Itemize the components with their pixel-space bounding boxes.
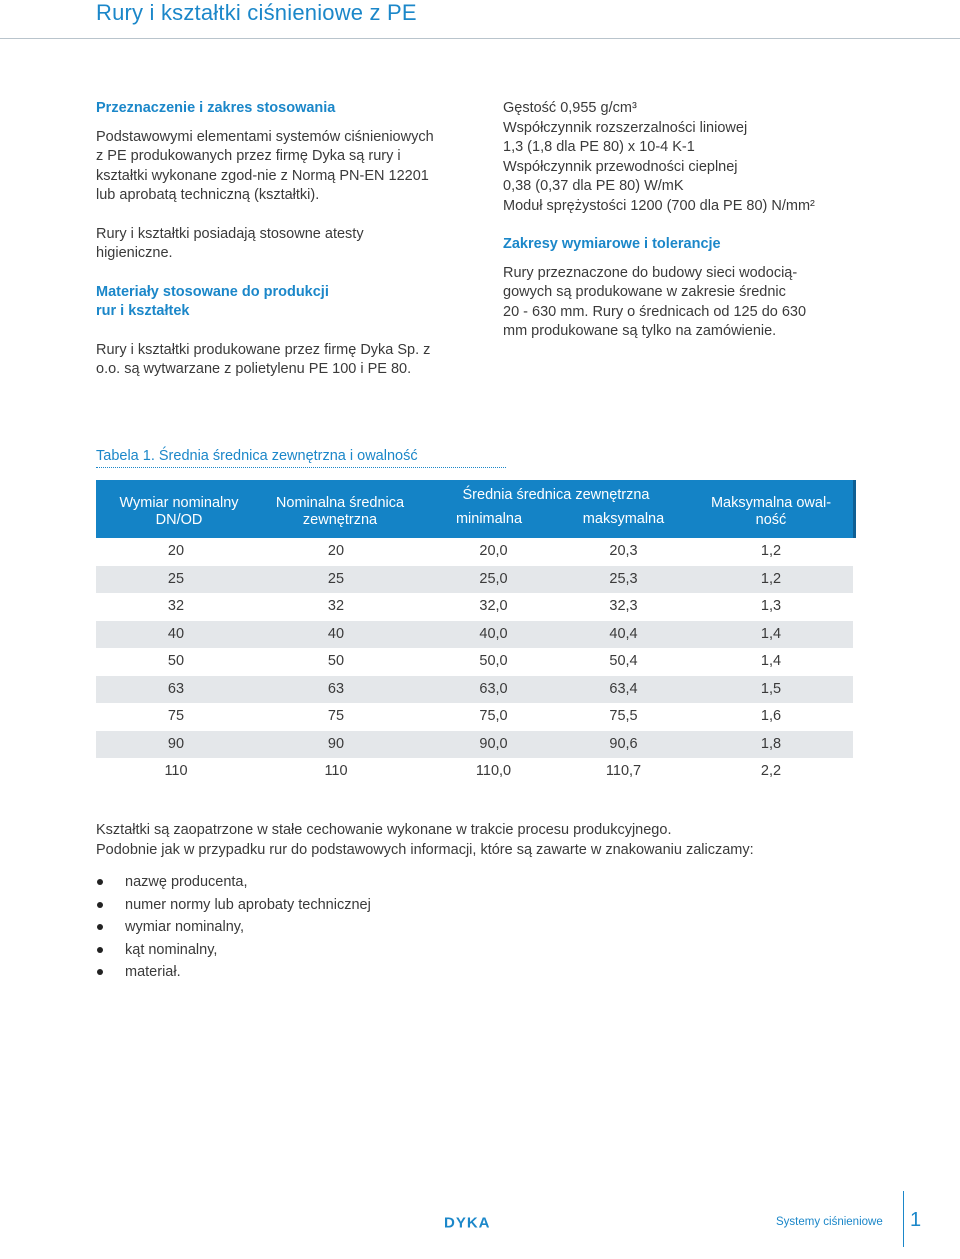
cell-dn: 50 xyxy=(167,653,185,669)
bullet-icon xyxy=(97,969,103,975)
cell-dn: 90 xyxy=(167,735,185,752)
footer-divider xyxy=(903,1191,904,1247)
cell-dn: 110 xyxy=(164,763,188,779)
cell-min: 50,0 xyxy=(479,653,508,669)
table-row xyxy=(96,566,853,594)
property-line: Współczynnik rozszerzalności liniowej xyxy=(503,119,748,136)
cell-min: 20,0 xyxy=(479,543,508,559)
cell-nominal: 40 xyxy=(327,625,345,642)
cell-min: 110,0 xyxy=(475,763,512,779)
section-heading-purpose: Przeznaczenie i zakres stosowania xyxy=(96,100,336,116)
cell-ovality: 1,8 xyxy=(760,735,782,752)
dimensions-line: Rury przeznaczone do budowy sieci wodocią- xyxy=(503,264,798,281)
property-line: 0,38 (0,37 dla PE 80) W/mK xyxy=(503,178,684,194)
page-number: 1 xyxy=(910,1209,922,1231)
section-heading-dimensions: Zakresy wymiarowe i tolerancje xyxy=(503,236,721,252)
property-line: Współczynnik przewodności cieplnej xyxy=(503,158,738,175)
cell-dn: 25 xyxy=(167,570,185,587)
cell-min: 40,0 xyxy=(479,625,508,642)
left-column xyxy=(96,99,436,380)
list-item xyxy=(96,916,371,939)
caption-underline xyxy=(96,467,506,468)
cell-ovality: 1,6 xyxy=(760,708,782,724)
cell-min: 75,0 xyxy=(479,708,508,724)
table-row xyxy=(96,593,853,621)
section-heading-materials: Materiały stosowane do produkcji xyxy=(96,283,329,300)
cell-ovality: 1,2 xyxy=(760,543,782,559)
cell-max: 75,5 xyxy=(609,708,638,724)
cell-dn: 20 xyxy=(167,543,185,559)
cell-max: 25,3 xyxy=(609,570,638,587)
bullet-icon xyxy=(97,879,103,885)
cell-dn: 63 xyxy=(167,680,185,697)
hygiene-paragraph: Rury i kształtki posiadają stosowne atesty higieniczne. xyxy=(96,225,364,261)
dimensions-line: gowych są produkowane w zakresie średnic xyxy=(503,284,786,300)
cell-ovality: 2,2 xyxy=(760,763,782,779)
table-row xyxy=(96,538,853,566)
cell-nominal: 63 xyxy=(327,680,345,697)
cell-max: 90,6 xyxy=(609,735,638,752)
cell-nominal: 110 xyxy=(324,763,348,779)
table-row xyxy=(96,731,853,759)
header-nominal-size: Wymiar nominalny DN/OD xyxy=(119,495,239,528)
header-max: maksymalna xyxy=(582,511,665,527)
header-average-diameter: Średnia średnica zewnętrzna xyxy=(462,487,650,503)
cell-nominal: 25 xyxy=(327,570,345,587)
list-item xyxy=(96,961,371,984)
bullet-icon xyxy=(97,902,103,908)
marking-notes xyxy=(96,820,896,860)
table-row xyxy=(96,676,853,704)
cell-nominal: 20 xyxy=(327,543,345,559)
list-item xyxy=(96,939,371,962)
cell-min: 63,0 xyxy=(479,680,508,697)
cell-ovality: 1,4 xyxy=(760,653,782,669)
right-column xyxy=(503,99,883,342)
list-item-label: numer normy lub aprobaty technicznej xyxy=(125,896,371,913)
table-row xyxy=(96,648,853,676)
bullet-icon xyxy=(97,947,103,953)
cell-max: 32,3 xyxy=(609,598,638,614)
table-caption: Tabela 1. Średnia średnica zewnętrzna i owalność xyxy=(96,448,418,464)
property-line: Gęstość 0,955 g/cm³ xyxy=(503,100,637,116)
cell-ovality: 1,5 xyxy=(760,680,782,697)
list-item-label: materiał. xyxy=(125,964,181,980)
table-row xyxy=(96,703,853,731)
notes-line: Podobnie jak w przypadku rur do podstawowych informacji, które są zawarte w znakowaniu zaliczamy: xyxy=(96,842,754,858)
cell-nominal: 75 xyxy=(327,708,345,724)
cell-min: 25,0 xyxy=(479,570,508,587)
table-body xyxy=(96,538,853,786)
cell-min: 32,0 xyxy=(479,598,508,614)
table-header xyxy=(96,480,856,538)
header-min: minimalna xyxy=(455,511,523,527)
list-item xyxy=(96,894,371,917)
cell-ovality: 1,2 xyxy=(760,570,782,587)
dimensions-line: 20 - 630 mm. Rury o średnicach od 125 do 630 xyxy=(503,303,807,320)
page-title: Rury i kształtki ciśnieniowe z PE xyxy=(96,0,417,25)
section-heading-materials-line2: rur i kształtek xyxy=(96,303,190,319)
cell-max: 63,4 xyxy=(609,680,638,697)
cell-max: 110,7 xyxy=(605,763,642,779)
header-nominal-diameter: Nominalna średnica zewnętrzna xyxy=(275,495,405,528)
dimensions-line: mm produkowane są tylko na zamówienie. xyxy=(503,323,777,339)
table-row xyxy=(96,621,853,649)
list-item-label: wymiar nominalny, xyxy=(125,919,244,935)
purpose-paragraph: Podstawowymi elementami systemów ciśnieniowych z PE produkowanych przez firmę Dyka są rury i kształtki wykonane zgod-nie z Normą PN-EN 12201 lub aprobatą techniczną (kształtki). xyxy=(96,128,434,203)
logo-text: DYKA xyxy=(444,1214,491,1230)
bullet-icon xyxy=(97,924,103,930)
cell-max: 50,4 xyxy=(609,653,638,669)
cell-min: 90,0 xyxy=(479,735,508,752)
materials-paragraph: Rury i kształtki produkowane przez firmę Dyka Sp. z o.o. są wytwarzane z polietylenu PE 100 i PE 80. xyxy=(96,341,431,377)
title-divider xyxy=(0,38,960,39)
footer-section-name: Systemy ciśnieniowe xyxy=(776,1216,883,1228)
cell-dn: 40 xyxy=(167,625,185,642)
cell-nominal: 90 xyxy=(327,735,345,752)
cell-ovality: 1,3 xyxy=(760,598,782,614)
property-line: 1,3 (1,8 dla PE 80) x 10-4 K-1 xyxy=(503,139,695,155)
property-line: Moduł sprężystości 1200 (700 dla PE 80) N/mm² xyxy=(503,197,815,214)
table-row xyxy=(96,758,853,786)
cell-max: 20,3 xyxy=(609,543,638,559)
list-item xyxy=(96,871,371,894)
marking-list xyxy=(96,871,371,984)
dyka-logo-icon xyxy=(444,1214,506,1230)
cell-ovality: 1,4 xyxy=(760,625,782,642)
list-item-label: nazwę producenta, xyxy=(125,874,248,890)
notes-line: Kształtki są zaopatrzone w stałe cechowanie wykonane w trakcie procesu produkcyjnego. xyxy=(96,822,672,838)
header-max-ovality: Maksymalna owal-ność xyxy=(710,495,832,528)
cell-nominal: 32 xyxy=(327,598,345,614)
cell-nominal: 50 xyxy=(327,653,345,669)
cell-dn: 75 xyxy=(167,708,185,724)
cell-dn: 32 xyxy=(167,598,185,614)
list-item-label: kąt nominalny, xyxy=(125,941,218,958)
cell-max: 40,4 xyxy=(609,625,638,642)
